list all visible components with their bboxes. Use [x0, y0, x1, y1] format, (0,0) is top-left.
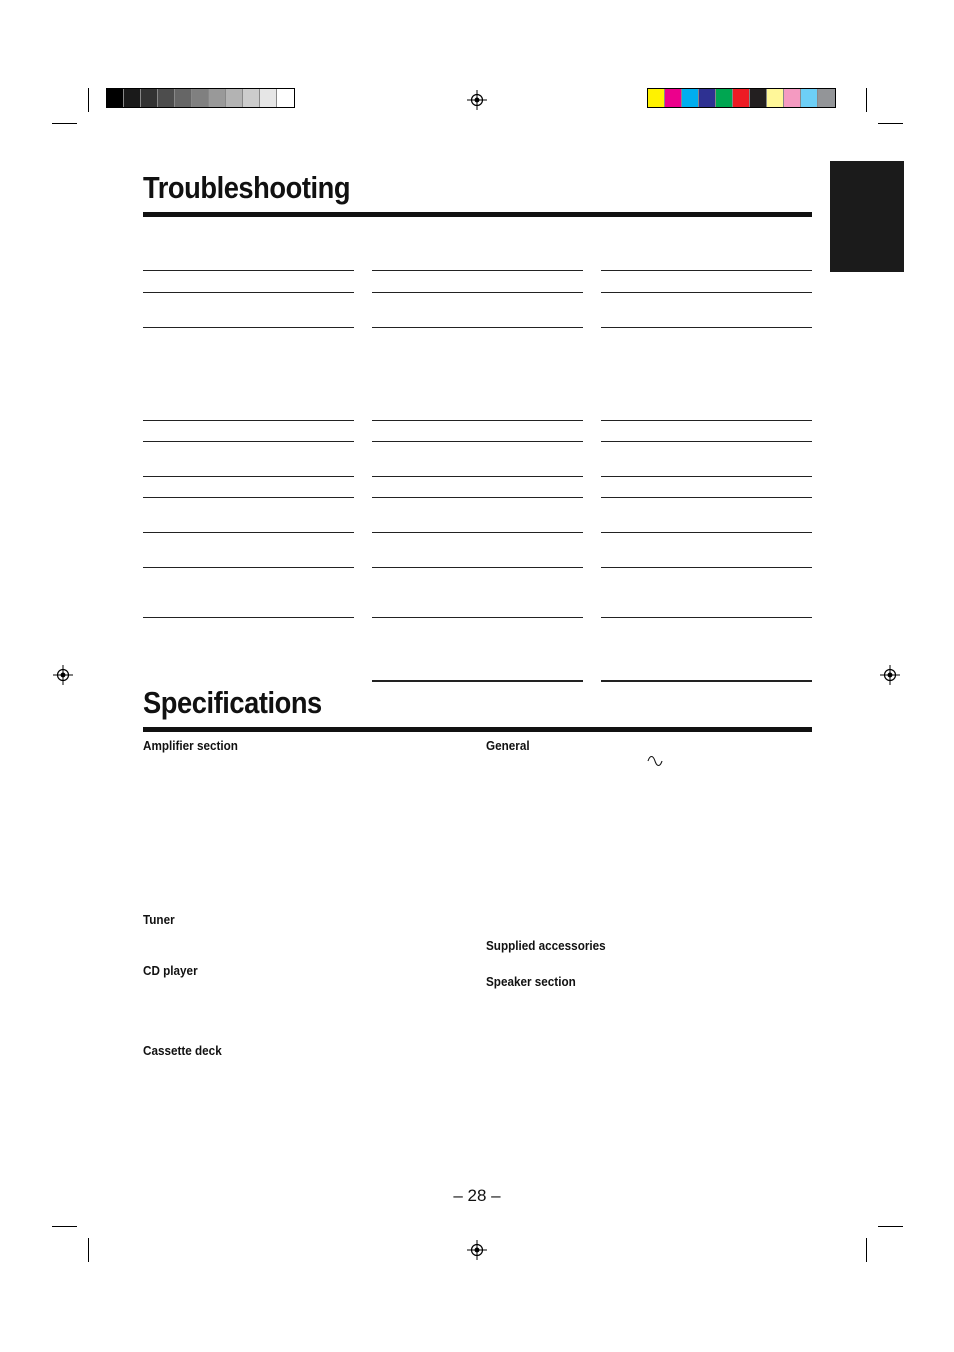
spec-heading-supplied-accessories: Supplied accessories	[486, 938, 606, 953]
gray-swatch-2	[141, 89, 158, 107]
registration-mark-icon	[880, 665, 900, 685]
color-swatch-8	[784, 89, 801, 107]
color-swatch-7	[767, 89, 784, 107]
spec-heading-general: General	[486, 738, 530, 753]
spec-heading-cd-player: CD player	[143, 963, 198, 978]
registration-mark-icon	[467, 90, 487, 110]
grayscale-color-bar	[106, 88, 295, 108]
process-color-bar	[647, 88, 836, 108]
color-swatch-4	[716, 89, 733, 107]
gray-swatch-7	[226, 89, 243, 107]
registration-mark-icon	[467, 1240, 487, 1260]
gray-swatch-10	[277, 89, 294, 107]
color-swatch-9	[801, 89, 818, 107]
spec-heading-tuner: Tuner	[143, 912, 175, 927]
gray-swatch-9	[260, 89, 277, 107]
color-swatch-1	[665, 89, 682, 107]
color-swatch-6	[750, 89, 767, 107]
gray-swatch-6	[209, 89, 226, 107]
gray-swatch-5	[192, 89, 209, 107]
ac-wave-icon	[647, 754, 663, 768]
color-swatch-5	[733, 89, 750, 107]
registration-mark-icon	[53, 665, 73, 685]
color-swatch-3	[699, 89, 716, 107]
gray-swatch-1	[124, 89, 141, 107]
color-swatch-2	[682, 89, 699, 107]
troubleshooting-title-rule	[143, 212, 812, 217]
gray-swatch-8	[243, 89, 260, 107]
spec-heading-speaker-section: Speaker section	[486, 974, 576, 989]
specifications-title-rule	[143, 727, 812, 732]
spec-heading-amplifier: Amplifier section	[143, 738, 238, 753]
specifications-title: Specifications	[143, 685, 322, 720]
gray-swatch-4	[175, 89, 192, 107]
spec-heading-cassette-deck: Cassette deck	[143, 1043, 222, 1058]
color-swatch-10	[818, 89, 835, 107]
gray-swatch-3	[158, 89, 175, 107]
gray-swatch-0	[107, 89, 124, 107]
color-swatch-0	[648, 89, 665, 107]
section-thumb-tab	[830, 161, 904, 272]
troubleshooting-title: Troubleshooting	[143, 170, 351, 205]
page-number: – 28 –	[453, 1186, 501, 1205]
